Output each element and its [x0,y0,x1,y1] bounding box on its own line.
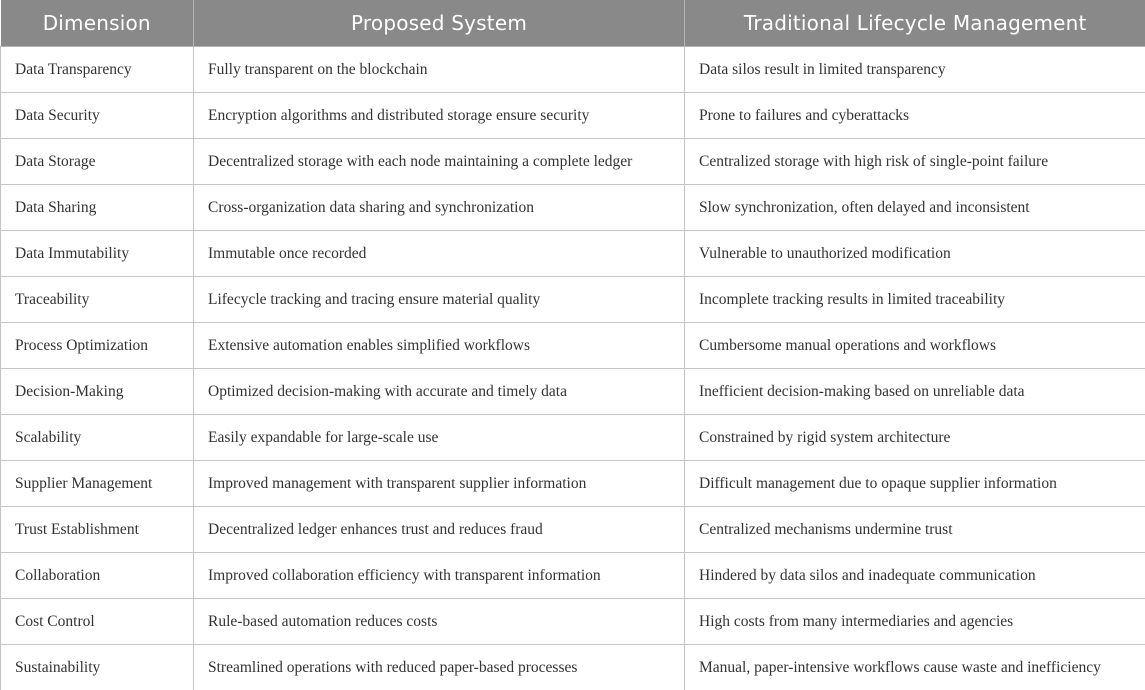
header-dimension: Dimension [1,0,194,47]
table-row [1,323,1145,369]
cell-proposed-system: Extensive automation enables simplified workflows [194,323,685,369]
cell-dimension: Data Sharing [1,185,194,231]
table-row [1,599,1145,645]
cell-dimension: Data Transparency [1,47,194,93]
table-header [1,0,1145,47]
table-row [1,553,1145,599]
cell-traditional-lifecycle-management: Manual, paper-intensive workflows cause waste and inefficiency [685,645,1145,690]
cell-traditional-lifecycle-management: Slow synchronization, often delayed and inconsistent [685,185,1145,231]
cell-traditional-lifecycle-management: Centralized storage with high risk of single-point failure [685,139,1145,185]
header-row [1,0,1145,47]
cell-proposed-system: Fully transparent on the blockchain [194,47,685,93]
cell-traditional-lifecycle-management: Data silos result in limited transparency [685,47,1145,93]
cell-traditional-lifecycle-management: Inefficient decision-making based on unreliable data [685,369,1145,415]
cell-proposed-system: Streamlined operations with reduced paper-based processes [194,645,685,690]
cell-dimension: Data Security [1,93,194,139]
cell-traditional-lifecycle-management: Hindered by data silos and inadequate communication [685,553,1145,599]
cell-traditional-lifecycle-management: Prone to failures and cyberattacks [685,93,1145,139]
cell-traditional-lifecycle-management: Difficult management due to opaque supplier information [685,461,1145,507]
cell-proposed-system: Optimized decision-making with accurate and timely data [194,369,685,415]
cell-proposed-system: Easily expandable for large-scale use [194,415,685,461]
table-row [1,415,1145,461]
table-body [1,47,1145,690]
cell-proposed-system: Encryption algorithms and distributed storage ensure security [194,93,685,139]
table-row [1,185,1145,231]
cell-proposed-system: Lifecycle tracking and tracing ensure material quality [194,277,685,323]
header-proposed-system: Proposed System [194,0,685,47]
cell-dimension: Collaboration [1,553,194,599]
table-row [1,231,1145,277]
cell-dimension: Cost Control [1,599,194,645]
cell-dimension: Data Immutability [1,231,194,277]
table-row [1,139,1145,185]
cell-traditional-lifecycle-management: High costs from many intermediaries and agencies [685,599,1145,645]
cell-proposed-system: Improved management with transparent supplier information [194,461,685,507]
cell-dimension: Traceability [1,277,194,323]
header-traditional-lifecycle-management: Traditional Lifecycle Management [685,0,1145,47]
cell-dimension: Process Optimization [1,323,194,369]
table-row [1,47,1145,93]
cell-dimension: Trust Establishment [1,507,194,553]
cell-dimension: Supplier Management [1,461,194,507]
table-row [1,93,1145,139]
table-row [1,461,1145,507]
cell-traditional-lifecycle-management: Cumbersome manual operations and workflows [685,323,1145,369]
cell-traditional-lifecycle-management: Centralized mechanisms undermine trust [685,507,1145,553]
cell-dimension: Data Storage [1,139,194,185]
cell-dimension: Decision-Making [1,369,194,415]
cell-proposed-system: Cross-organization data sharing and synchronization [194,185,685,231]
cell-dimension: Sustainability [1,645,194,690]
table-row [1,277,1145,323]
cell-proposed-system: Decentralized storage with each node maintaining a complete ledger [194,139,685,185]
cell-traditional-lifecycle-management: Constrained by rigid system architecture [685,415,1145,461]
cell-traditional-lifecycle-management: Vulnerable to unauthorized modification [685,231,1145,277]
table-row [1,645,1145,690]
table-row [1,507,1145,553]
cell-proposed-system: Rule-based automation reduces costs [194,599,685,645]
cell-dimension: Scalability [1,415,194,461]
table-row [1,369,1145,415]
cell-proposed-system: Immutable once recorded [194,231,685,277]
cell-traditional-lifecycle-management: Incomplete tracking results in limited traceability [685,277,1145,323]
cell-proposed-system: Decentralized ledger enhances trust and reduces fraud [194,507,685,553]
cell-proposed-system: Improved collaboration efficiency with transparent information [194,553,685,599]
